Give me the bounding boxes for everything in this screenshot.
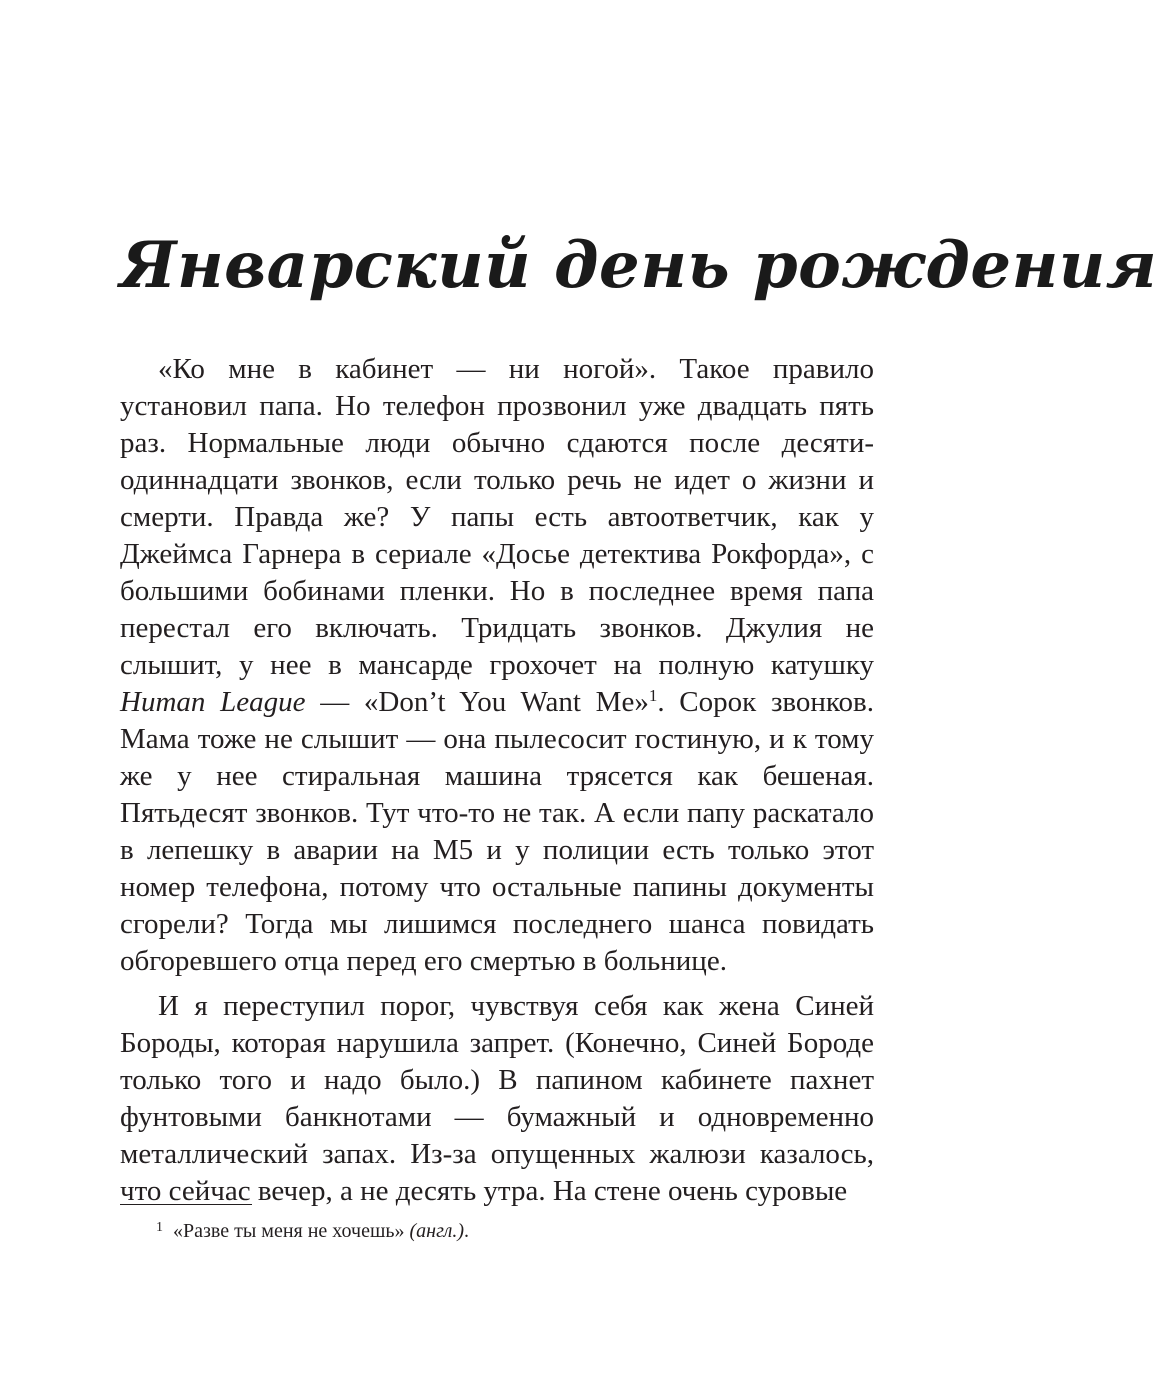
- footnote-marker: 1: [156, 1220, 163, 1235]
- song-title: — «Don’t You Want Me»: [305, 686, 649, 718]
- footnote-reference[interactable]: 1: [648, 686, 658, 705]
- band-name: Human League: [120, 686, 306, 718]
- footnote: [156, 1218, 856, 1244]
- paragraph-1-continuation: . Сорок звонков. Мама тоже не слышит — она пылесосит гостиную, и к тому же у нее стиральная машина трясется как бешеная. Пятьдесят звонков. Тут что-то не так. А если папу раскатало в лепешку в аварии на М5 и у полиции есть только этот номер телефона, потому что остальные папины документы сгорели? Тогда мы лишимся последнего шанса повидать обгоревшего отца перед его смертью в больнице.: [120, 686, 874, 977]
- paragraph-2: И я переступил порог, чувствуя себя как жена Синей Бороды, которая нарушила запрет. (Конечно, Синей Бороде только того и надо было.) В папином кабинете пахнет фунтовыми банкнотами — бумажный и одновременно металлический запах. Из-за опущенных жалюзи казалось, что сейчас вечер, а не десять утра. На стене очень суровые: [120, 990, 874, 1207]
- footnote-language-note: (англ.): [409, 1220, 464, 1242]
- paragraph-1-text: «Ко мне в кабинет — ни ногой». Такое правило установил папа. Но телефон прозвонил уже двадцать пять раз. Нормальные люди обычно сдаются после десяти-одиннадцати звонков, если только речь не идет о жизни и смерти. Правда же? У папы есть автоответчик, как у Джеймса Гарнера в сериале «Досье детектива Рокфорда», с большими бобинами пленки. Но в последнее время папа перестал его включать. Тридцать звонков. Джулия не слышит, у нее в мансарде грохочет на полную катушку: [120, 353, 874, 681]
- body-text: [120, 351, 874, 1210]
- chapter-title: Январский день рождения: [120, 227, 1157, 303]
- footnote-divider: [120, 1204, 252, 1205]
- footnote-end: .: [464, 1220, 469, 1242]
- footnote-text: «Разве ты меня не хочешь»: [173, 1220, 405, 1242]
- paragraph-1: [120, 351, 874, 980]
